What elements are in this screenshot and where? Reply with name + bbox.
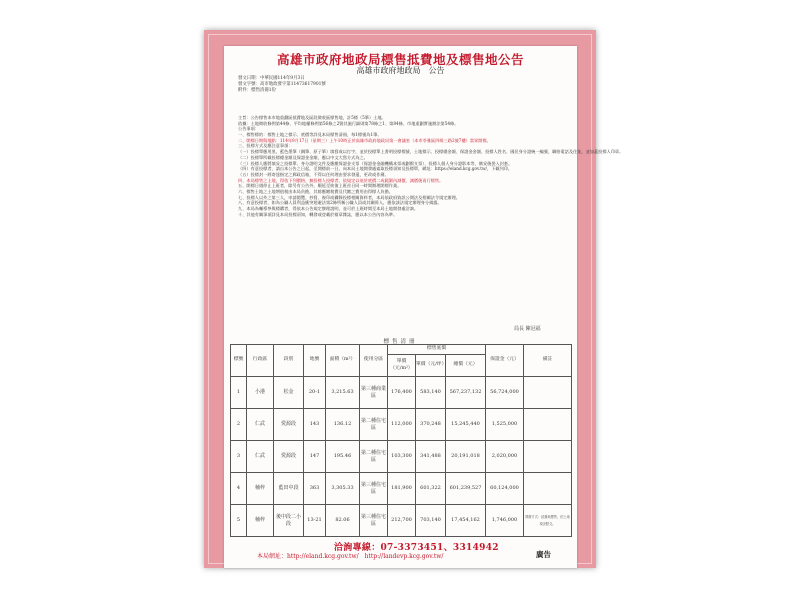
body-line: 一、標售標的：標售土地之標示、底價等詳見本局標售清冊，每1標號為1筆。 bbox=[238, 132, 382, 138]
header-base-price: 標售底價 bbox=[388, 345, 486, 355]
cell-lot: 363 bbox=[304, 473, 326, 505]
cell-district: 楠梓 bbox=[247, 473, 274, 505]
cell-zone: 第三種商業區 bbox=[360, 377, 388, 409]
cell-no: 5 bbox=[231, 505, 247, 537]
cell-lot: 147 bbox=[304, 441, 326, 473]
cell-unit-m2: 181,900 bbox=[388, 473, 416, 505]
cell-no: 4 bbox=[231, 473, 247, 505]
body-line: 六、標售土地之土地增值稅由本局負擔，其餘應繳稅費及代繳之費用由得標人負擔。 bbox=[238, 188, 393, 194]
cell-area: 136.12 bbox=[326, 409, 360, 441]
cell-district: 仁武 bbox=[247, 441, 274, 473]
cell-zone: 第二種住宅區 bbox=[360, 409, 388, 441]
cell-unit-ping: 601,322 bbox=[416, 473, 446, 505]
cell-district: 仁武 bbox=[247, 409, 274, 441]
cell-lot: 143 bbox=[304, 409, 326, 441]
header-unit-m2: 單價（元/m²） bbox=[388, 355, 416, 377]
cell-unit-ping: 703,140 bbox=[416, 505, 446, 537]
announcement-document bbox=[224, 46, 624, 568]
cell-section: 愛源段 bbox=[274, 441, 304, 473]
cell-total: 567,237,132 bbox=[446, 377, 486, 409]
cell-section: 愛源段 bbox=[274, 409, 304, 441]
cell-section: 後中段二小段 bbox=[274, 505, 304, 537]
cell-unit-m2: 103,300 bbox=[388, 441, 416, 473]
body-line: 依據：土地徵收條例第44條、平均地權條例第56條之2暨其施行細則第78條之1、第84條、市地重劃實施辦法第54條。 bbox=[238, 120, 459, 126]
contact-phone: 洽詢專線：07-3373451、3314942 bbox=[334, 543, 499, 553]
body-line: 三、投標方式及應注意事項： bbox=[238, 143, 293, 149]
body-line: 九、本局為輔導參與標購者，得依本公告規定辦理說明，並可於上班時間至本局土地開發處洽詢。 bbox=[238, 206, 419, 211]
cell-district: 楠梓 bbox=[247, 505, 274, 537]
announcement-title: 高雄市政府地政局標售抵費地及標售地公告 bbox=[276, 52, 524, 67]
header-unit-ping: 單價（元/坪） bbox=[416, 355, 446, 377]
meta-date: 發文日期：中華民國114年9月3日 bbox=[238, 76, 305, 81]
header-remark: 備註 bbox=[524, 345, 572, 377]
header-zone: 使用分區 bbox=[360, 345, 388, 377]
cell-unit-ping: 341,488 bbox=[416, 441, 446, 473]
cell-remark bbox=[524, 377, 572, 409]
cell-total: 15,245,440 bbox=[446, 409, 486, 441]
cell-remark bbox=[524, 409, 572, 441]
cell-area: 195.46 bbox=[326, 441, 360, 473]
cell-total: 20,191,018 bbox=[446, 441, 486, 473]
table-caption: 標售清冊 bbox=[383, 339, 418, 345]
cell-deposit: 60,124,000 bbox=[486, 473, 524, 505]
body-line: 公告事項： bbox=[238, 126, 259, 132]
cell-deposit: 2,020,000 bbox=[486, 441, 524, 473]
cell-lot: 20-1 bbox=[304, 377, 326, 409]
cell-remark bbox=[524, 441, 572, 473]
body-line: 十、其他有關事項詳見本局投標須知，轉發或登載於報章雜誌，應以本公告內容為準。 bbox=[238, 211, 398, 217]
meta-attachment: 附件：標售清冊1份 bbox=[238, 88, 276, 93]
table-row bbox=[231, 377, 572, 409]
body-line: 五、開標日遇停止上班者，除另有公告外，順延至恢復上班首日同一時間辦理開標作業。 bbox=[238, 183, 402, 189]
body-line: （一）投標單應用黑、藍色墨筆（鋼筆、原子筆）填寫或以打字，並於投標單上書明投標標號、土地標示、投標總金額、保證金金額、投標人姓名、國民身分證統一編號、聯絡電話及住址，並加蓋投標人印章。 bbox=[238, 149, 624, 155]
cell-zone: 第二種住宅區 bbox=[360, 441, 388, 473]
meta-doc-number: 發文字號：高市地政發字第11473617901號 bbox=[238, 82, 326, 87]
body-line: 主旨：公告標售本市地重劃區抵費地及區段徵收區標售地，計5標（5筆）土地。 bbox=[238, 115, 386, 120]
cell-area: 82.06 bbox=[326, 505, 360, 537]
cell-unit-ping: 583,140 bbox=[416, 377, 446, 409]
body-line: （五）投標封一經寄達指定之郵政信箱，不得以任何理由要求發還，更改或作廢。 bbox=[238, 171, 389, 177]
announcement-body bbox=[238, 115, 624, 217]
website-links[interactable]: 本局網址：http://eland.kcg.gov.tw/ http://landevp.kcg.gov.tw/ bbox=[257, 553, 444, 560]
table-row bbox=[231, 441, 572, 473]
cell-unit-m2: 112,000 bbox=[388, 409, 416, 441]
body-line: 七、投標人以外之第三人，申請閱覽、抄寫、複印或攝錄投標相關資料者，本局依政府資訊公開法及相關法令規定辦理。 bbox=[238, 194, 460, 200]
cell-area: 3,305.33 bbox=[326, 473, 360, 505]
cell-deposit: 56,724,000 bbox=[486, 377, 524, 409]
header-no: 標號 bbox=[231, 345, 247, 377]
cell-lot: 13-21 bbox=[304, 505, 326, 537]
cell-remark: 開發方式：抵費地標售，依土地現況點交。 bbox=[524, 505, 572, 537]
body-line: 四、本局標售之土地，得依下列價格，無投標人投標者，依規定以低於底價二成範圍內減價，減價後再行標售。 bbox=[238, 177, 444, 183]
announcement-subtitle: 高雄市政府地政局 公告 bbox=[356, 66, 445, 75]
cell-total: 17,454,162 bbox=[446, 505, 486, 537]
cell-deposit: 1,746,000 bbox=[486, 505, 524, 537]
cell-no: 2 bbox=[231, 409, 247, 441]
body-line: （四）有意投標者，請自本公告之日起，至開標前一日，向本局土地開發處索取投標須知及投標單，網址：https://eland.kcg.gov.tw/，下載列印。 bbox=[238, 166, 513, 172]
header-section: 段別 bbox=[274, 345, 304, 377]
cell-area: 3,215.63 bbox=[326, 377, 360, 409]
body-line: 八、有意投標者，如為公職人員利益衝突迴避法第2條所稱公職人員或其關係人，應依該法規定辦理身分揭露。 bbox=[238, 200, 442, 206]
cell-total: 601,239,527 bbox=[446, 473, 486, 505]
table-row bbox=[231, 409, 572, 441]
cell-zone: 第三種住宅區 bbox=[360, 473, 388, 505]
header-deposit: 保證金（元） bbox=[486, 345, 524, 377]
sale-list-table bbox=[230, 344, 572, 537]
cell-district: 小港 bbox=[247, 377, 274, 409]
body-line: 二、開標日期與地點：114年9月17日（星期三）上午10時正於高雄市政府地政局第一會議室（本市苓雅區四維三路2號7樓）當眾開標。 bbox=[238, 137, 491, 143]
cell-unit-ping: 370,248 bbox=[416, 409, 446, 441]
cell-unit-m2: 212,700 bbox=[388, 505, 416, 537]
ad-label: 廣告 bbox=[536, 550, 551, 559]
header-area: 面積（m²） bbox=[326, 345, 360, 377]
header-district: 行政區 bbox=[247, 345, 274, 377]
body-line: （二）投標單所載投標總金額及保證金金額，應以中文大寫方式為之。 bbox=[238, 154, 368, 160]
cell-unit-m2: 176,400 bbox=[388, 377, 416, 409]
body-line: （三）投標人應將填妥之投標單、身分證明文件及應繳保證金支票（保證金金融機構本票或劃撥支票）、投標人個人身分證影本等，備妥後裝入封套。 bbox=[238, 160, 513, 166]
table-row bbox=[231, 505, 572, 537]
cell-no: 3 bbox=[231, 441, 247, 473]
signature: 局長 陳冠福 bbox=[514, 326, 541, 332]
cell-deposit: 1,525,000 bbox=[486, 409, 524, 441]
header-total: 總價（元） bbox=[446, 355, 486, 377]
cell-remark bbox=[524, 473, 572, 505]
cell-zone: 第三種住宅區 bbox=[360, 505, 388, 537]
cell-section: 松金 bbox=[274, 377, 304, 409]
header-lot: 地號 bbox=[304, 345, 326, 377]
cell-no: 1 bbox=[231, 377, 247, 409]
table-row bbox=[231, 473, 572, 505]
cell-section: 藍田中段 bbox=[274, 473, 304, 505]
